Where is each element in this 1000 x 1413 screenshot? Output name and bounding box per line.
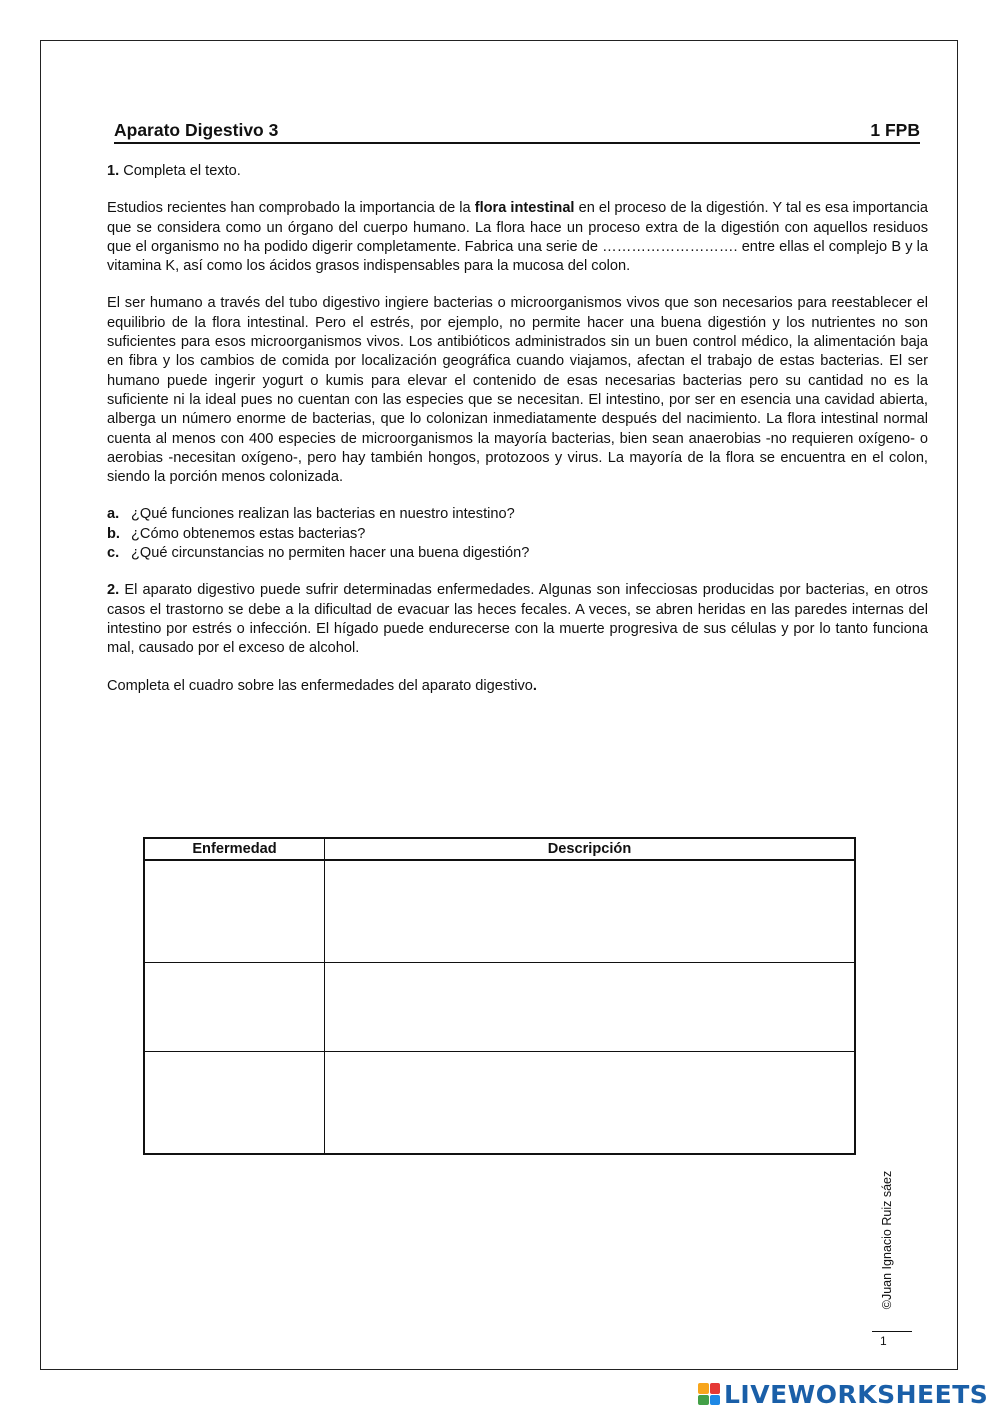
paragraph-diseases-text: El aparato digestivo puede sufrir determinadas enfermedades. Algunas son infecciosas producidas por bacterias, en otros casos el trastorno se debe a la dificultad de evacuar las heces fecales. A veces, se abren heridas en las paredes internas del intestino por estrés o infección. El hígado puede endurecerse con la muerte progresiva de sus células y por lo tanto funciona mal, causado por el exceso de alcohol. [107, 582, 928, 657]
paragraph-bacteria: El ser humano a través del tubo digestivo ingiere bacterias o microorganismos vivos que son necesarios para reestablecer el equilibrio de la flora intestinal. Pero el estrés, por ejemplo, no permite hacer una buena digestión y los nutrientes no son suficientes para esos microorganismos vivos. Los antibióticos administrados sin un buen control médico, la alimentación baja en fibra y los cambios de comida por localización geográfica cuando viajamos, afectan el trabajo de estas bacterias. El ser humano puede ingerir yogurt o kumis para elevar el contenido de esas necesarias bacterias pero su cantidad no es la suficiente ni la ideal pues no cuentan con las especies que se necesitan. El intestino, por ser en esencia una cavidad abierta, alberga un número enorme de bacterias, que lo colonizan inmediatamente después del nacimiento. La flora intestinal normal cuenta al menos con 400 especies de microorganismos la mayoría bacterias, bien sean anaerobias -no requieren oxígeno- o aerobias -necesitan oxígeno-, pero hay también hongos, protozoos y virus. La mayoría de la flora se encuentra en el colon, siendo la porción menos colonizada. [107, 295, 928, 486]
table-row [144, 1051, 855, 1154]
page-number: 1 [880, 1334, 887, 1348]
question-a-letter: a. [107, 506, 120, 523]
liveworksheets-wordmark: LIVEWORKSHEETS [724, 1379, 989, 1409]
exercise-2-instruction [107, 677, 928, 696]
descripcion-cell-1[interactable] [325, 860, 856, 963]
question-c-text: ¿Qué circunstancias no permiten hacer una buena digestión? [131, 545, 530, 562]
diseases-table [143, 837, 856, 1155]
diseases-table-wrapper [143, 837, 856, 1155]
page-number-rule [872, 1331, 912, 1332]
worksheet-content [107, 162, 928, 696]
worksheet-title: Aparato Digestivo 3 [114, 120, 279, 140]
paragraph-flora-part1: Estudios recientes han comprobado la importancia de la [107, 200, 475, 217]
header-descripcion: Descripción [325, 838, 856, 860]
author-credit-text: ©Juan Ignacio Ruiz sáez [880, 1170, 894, 1310]
table-row [144, 963, 855, 1051]
paragraph-flora-part2: en el proceso de la digestión. Y tal es esa importancia que se considera como un órgano del cuerpo humano. La flora hace un proceso extra de la digestión con aquellos residuos que el organismo no ha podido digerir completamente. Fabrica una serie de ………………………. entre ellas el complejo B y la vitamina K, así como los ácidos grasos indispensables para la mucosa del colon. [107, 200, 928, 275]
worksheet-header [114, 118, 920, 144]
author-credit [874, 1150, 900, 1330]
question-a [107, 505, 928, 524]
exercise-2-instruction-text: Completa el cuadro sobre las enfermedades del aparato digestivo [107, 677, 533, 694]
descripcion-cell-2[interactable] [325, 963, 856, 1051]
paragraph-diseases [107, 581, 928, 658]
liveworksheets-logo[interactable] [698, 1380, 988, 1408]
enfermedad-cell-3[interactable] [144, 1051, 325, 1154]
exercise-2-instruction-end: . [532, 677, 537, 694]
enfermedad-cell-2[interactable] [144, 963, 325, 1051]
exercise-1-instruction-text: Completa el texto. [123, 163, 241, 179]
question-b [107, 525, 928, 544]
exercise-1-instruction [107, 162, 928, 181]
exercise-2-number: 2. [107, 582, 120, 599]
question-a-text: ¿Qué funciones realizan las bacterias en nuestro intestino? [131, 506, 515, 523]
descripcion-cell-3[interactable] [325, 1051, 856, 1154]
course-label: 1 FPB [870, 120, 920, 140]
header-enfermedad: Enfermedad [144, 838, 325, 860]
table-header-row [144, 838, 855, 860]
paragraph-flora-bold: flora intestinal [474, 200, 575, 217]
enfermedad-cell-1[interactable] [144, 860, 325, 963]
exercise-1-number: 1. [107, 163, 120, 179]
question-b-text: ¿Cómo obtenemos estas bacterias? [131, 525, 366, 542]
paragraph-flora [107, 199, 928, 276]
liveworksheets-icon [698, 1383, 720, 1405]
table-row [144, 860, 855, 963]
question-c-letter: c. [107, 545, 120, 562]
question-c [107, 544, 928, 563]
question-b-letter: b. [107, 525, 120, 542]
